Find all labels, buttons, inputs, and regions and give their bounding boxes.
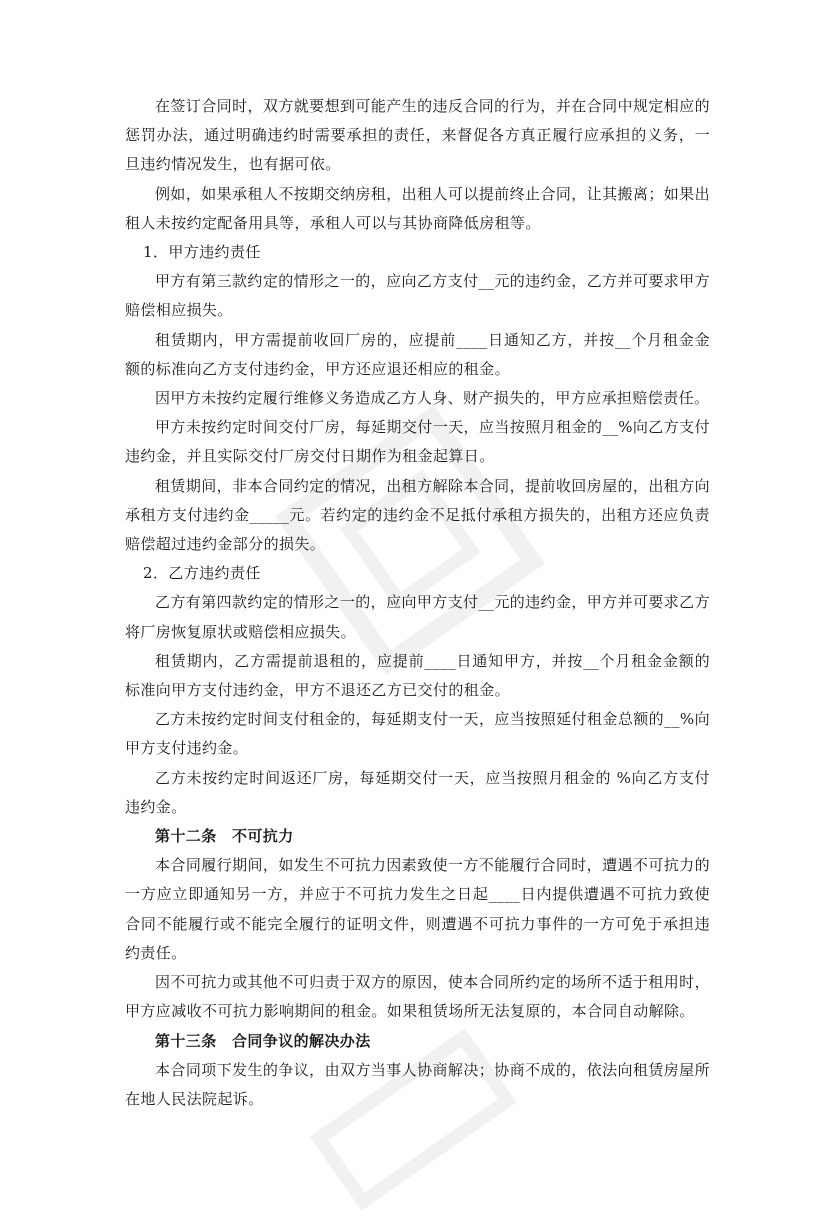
- article-12-heading: 第十二条 不可抗力: [155, 827, 294, 846]
- paragraph: 因甲方未按约定履行维修义务造成乙方人身、财产损失的，甲方应承担赔偿责任。: [155, 389, 710, 408]
- section-heading-party-a: 1．甲方违约责任: [143, 243, 261, 262]
- paragraph: 租赁期间，非本合同约定的情况，出租方解除本合同，提前收回房屋的，出租方向承租方支付违约金_____元。若约定的违约金不足抵付承租方损失的，出租方还应负责赔偿超过违约金部分的损失。: [125, 476, 710, 554]
- section-heading-party-b: 2．乙方违约责任: [143, 564, 261, 583]
- paragraph: 本合同项下发生的争议，由双方当事人协商解决；协商不成的，依法向租赁房屋所在地人民法院起诉。: [125, 1060, 710, 1108]
- paragraph: 乙方未按约定时间支付租金的，每延期支付一天，应当按照延付租金总额的__%向甲方支付违约金。: [125, 710, 710, 758]
- paragraph: 在签订合同时，双方就要想到可能产生的违反合同的行为，并在合同中规定相应的惩罚办法，通过明确违约时需要承担的责任，来督促各方真正履行应承担的义务，一旦违约情况发生，也有据可依。: [125, 97, 710, 174]
- paragraph: 甲方有第三款约定的情形之一的，应向乙方支付__元的违约金，乙方并可要求甲方赔偿相应损失。: [125, 272, 710, 320]
- paragraph: 甲方未按约定时间交付厂房，每延期交付一天，应当按照月租金的__%向乙方支付违约金，并且实际交付厂房交付日期作为租金起算日。: [125, 418, 710, 466]
- paragraph: 租赁期内，乙方需提前退租的，应提前____日通知甲方，并按__个月租金金额的标准向甲方支付违约金，甲方不退还乙方已交付的租金。: [125, 651, 710, 700]
- paragraph: 租赁期内，甲方需提前收回厂房的，应提前____日通知乙方，并按__个月租金金额的标准向乙方支付违约金，甲方还应退还相应的租金。: [125, 330, 710, 378]
- article-13-heading: 第十三条 合同争议的解决办法: [155, 1031, 371, 1050]
- paragraph: 例如，如果承租人不按期交纳房租，出租人可以提前终止合同，让其搬离；如果出租人未按约定配备用具等，承租人可以与其协商降低房租等。: [125, 184, 710, 232]
- paragraph: 因不可抗力或其他不可归责于双方的原因，使本合同所约定的场所不适于租用时，甲方应减收不可抗力影响期间的租金。如果租赁场所无法复原的，本合同自动解除。: [125, 973, 710, 1021]
- paragraph: 乙方有第四款约定的情形之一的，应向甲方支付__元的违约金，甲方并可要求乙方将厂房恢复原状或赔偿相应损失。: [125, 593, 710, 641]
- paragraph: 乙方未按约定时间返还厂房，每延期交付一天，应当按照月租金的 %向乙方支付违约金。: [125, 768, 710, 816]
- paragraph: 本合同履行期间，如发生不可抗力因素致使一方不能履行合同时，遭遇不可抗力的一方应立即通知另一方，并应于不可抗力发生之日起____日内提供遭遇不可抗力致使合同不能履行或不能完全履行的证明文件，则遭遇不可抗力事件的一方可免于承担违约责任。: [125, 856, 710, 962]
- document-body: [125, 92, 710, 1114]
